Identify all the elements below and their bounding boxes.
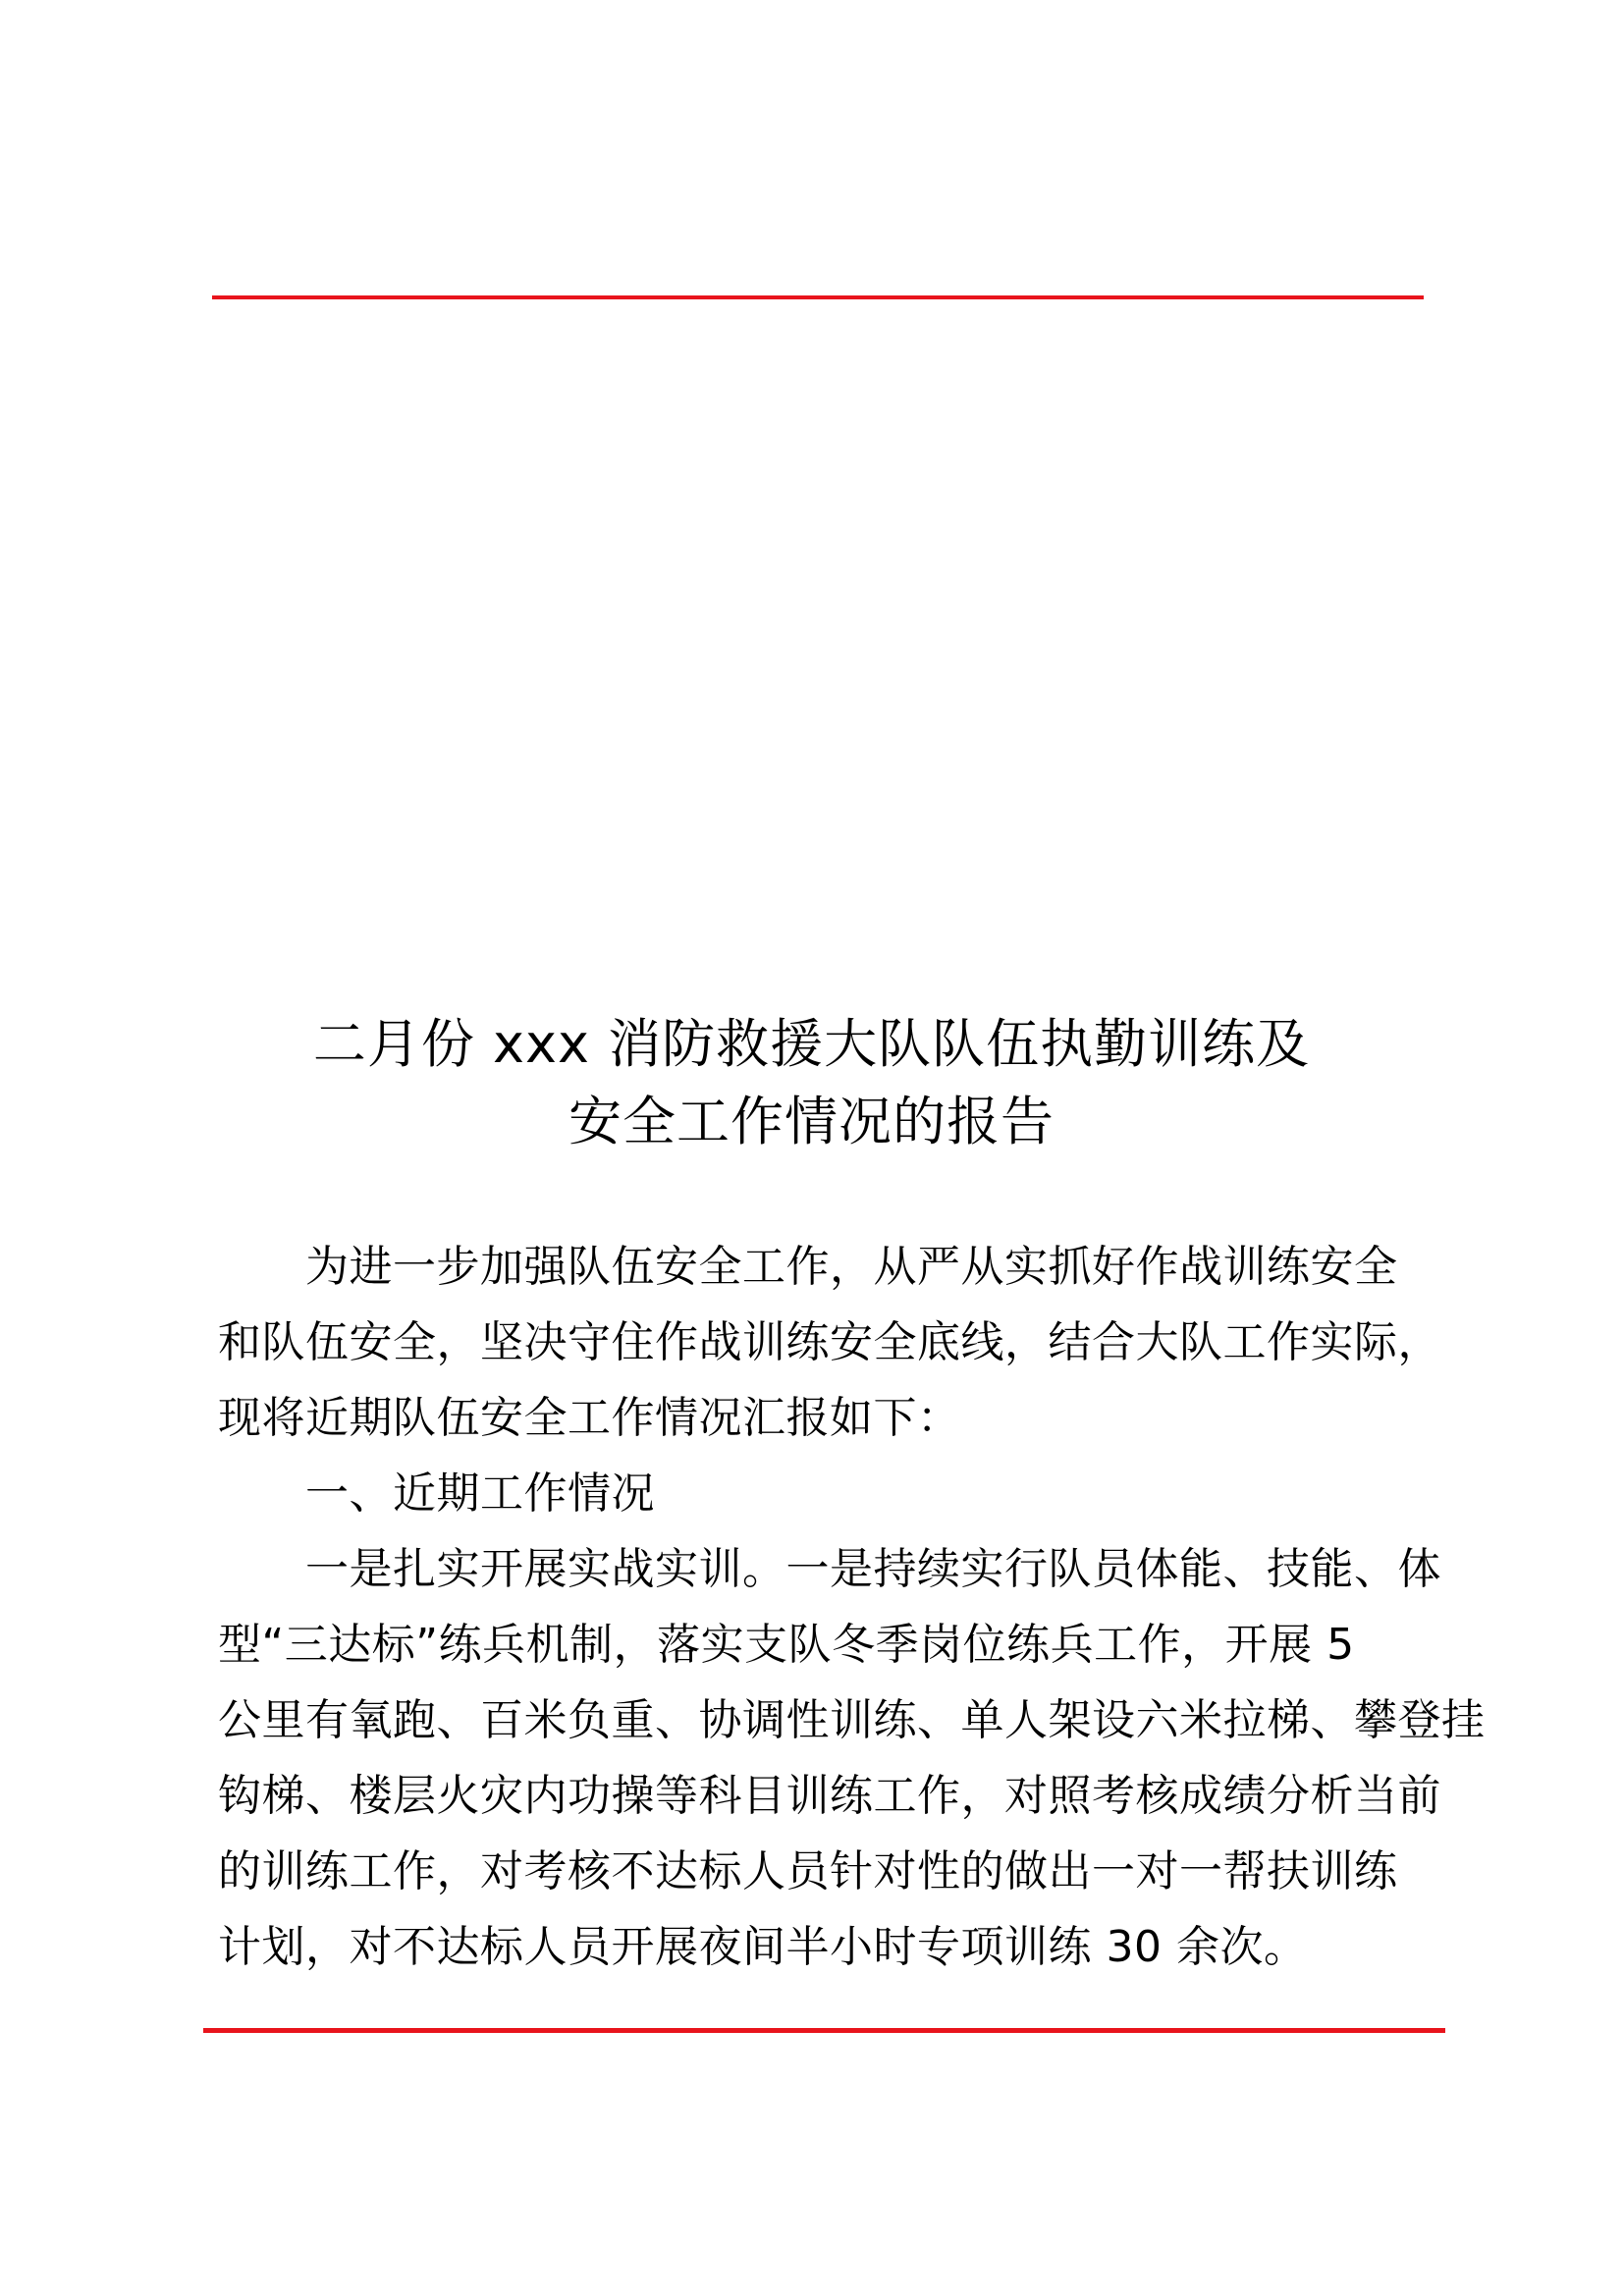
section-heading-1: 一、近期工作情况 xyxy=(218,1468,655,1519)
bottom-red-rule xyxy=(203,2028,1445,2033)
body-line-1: 为进一步加强队伍安全工作，从严从实抓好作战训练安全 xyxy=(218,1242,1398,1292)
body-line-5: 一是扎实开展实战实训。一是持续实行队员体能、技能、体 xyxy=(218,1544,1441,1594)
body-line-7: 公里有氧跑、百米负重、协调性训练、单人架设六米拉梯、攀登挂 xyxy=(218,1695,1486,1745)
top-red-rule xyxy=(212,295,1424,299)
body-line-6: 型“三达标”练兵机制，落实支队冬季岗位练兵工作，开展 5 xyxy=(218,1620,1355,1670)
body-line-3: 现将近期队伍安全工作情况汇报如下： xyxy=(218,1393,961,1443)
body-line-2: 和队伍安全，坚决守住作战训练安全底线，结合大队工作实际， xyxy=(218,1317,1441,1367)
document-title-line-1: 二月份 xxx 消防救援大队队伍执勤训练及 xyxy=(312,1013,1311,1075)
body-line-10: 计划，对不达标人员开展夜间半小时专项训练 30 余次。 xyxy=(218,1922,1308,1972)
document-title-line-2: 安全工作情况的报告 xyxy=(568,1091,1055,1152)
body-line-8: 钩梯、楼层火灾内功操等科目训练工作，对照考核成绩分析当前 xyxy=(218,1771,1441,1821)
body-line-9: 的训练工作，对考核不达标人员针对性的做出一对一帮扶训练 xyxy=(218,1846,1398,1896)
